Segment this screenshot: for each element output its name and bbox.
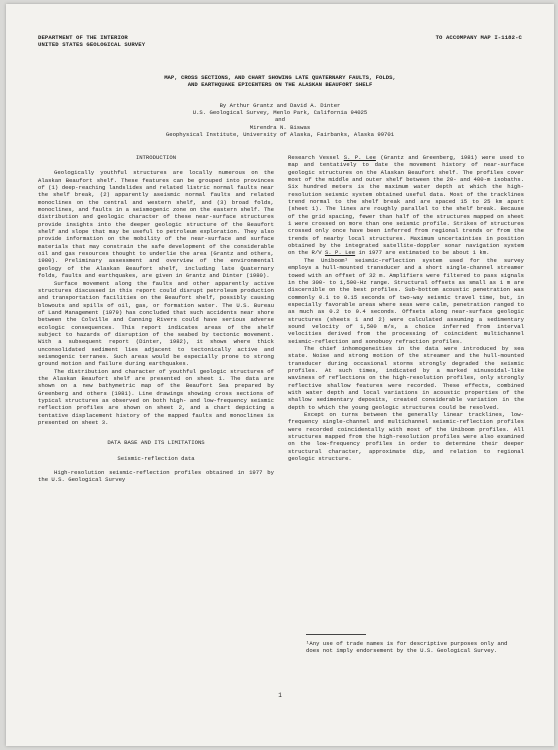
vessel-name: S. P. Lee — [343, 154, 376, 161]
authors-block — [86, 102, 474, 138]
right-column — [288, 154, 524, 462]
author-name-2: Mirendra N. Biswas — [249, 123, 311, 131]
vessel-lead: Research Vessel — [288, 154, 340, 161]
intro-paragraph-2: Surface movement along the faults and other apparently active structures discussed in this report could disrupt petroleum production and transportation facilities on the Beaufort shelf, possibly causing blowouts and spills of oil, gas, or formation water. The U.S. Bureau of Land Management (1979) has concluded that such accidents near shore between the Colville and Canning Rivers could have serious adverse ecologic consequences. This report indicates areas of the shelf subject to hazards of disruption of the seabed by tectonic movement. With a subsequent report (Dinter, 1982), it shows where thick unconsolidated sediment lies adjacent to tectonically active and seismogenic terranes. Such areas would be especially prone to strong ground motion and failure during earthquakes. — [38, 279, 274, 368]
seismic-continued-end: in 1977 are estimated to be about 1 km. — [358, 249, 490, 257]
title-line-2: AND EARTHQUAKE EPICENTERS ON THE ALASKAN BEAUFORT SHELF — [187, 81, 373, 89]
introduction-heading: INTRODUCTION — [135, 154, 177, 161]
author-byline: By Arthur Grantz and David A. Dinter — [219, 102, 341, 109]
footnote: ¹Any use of trade names is for descriptive purposes only and does not imply endorsement by the U.S. Geological Survey. — [306, 640, 508, 655]
data-base-heading: DATA BASE AND ITS LIMITATIONS — [107, 439, 205, 447]
seismic-data-subheading: Seismic-reflection data — [117, 454, 195, 462]
inhomogeneities-paragraph: The chief inhomogeneities in the data were introduced by sea state. Noise and strong motion of the streamer and the hull-mounted transducer during occasional storms strongly degraded the seismic profiles. At such times, indicated by a marked sinusoidal-like waviness of reflections on the high-resolution profiles, only strongly reflective shallow features were recorded. These effects, combined with water depth and local variations in acoustic properties of the shallow sedimentary deposits, created considerable variation in the depth to which the young geologic structures could be resolved. — [288, 344, 524, 411]
seismic-paragraph-continued — [288, 154, 524, 257]
agency-line-2: UNITED STATES GEOLOGICAL SURVEY — [38, 41, 146, 48]
document-title — [46, 74, 514, 88]
agency-header — [38, 34, 145, 48]
intro-paragraph-1: Geologically youthful structures are locally numerous on the Alaskan Beaufort shelf. These features can be grouped into provinces of (1) deep-reaching landslides and related listric normal faults near the shelf break, (2) apparently aseismic normal faults and related monoclines on the central and western shelf, and (3) broad folds, monoclines, and faults in a seismogenic zone on the eastern shelf. The distribution and geologic character of these near-surface structures provide insights into the deeper geologic structure of the Beaufort shelf and slope that may be useful to petroleum exploration. They also provide information on the mobility of the near-surface and surface materials that may constrain the safe development of the considerable oil and gas resources thought to underlie the area (Grantz and others, 1980). Preliminary assessment and overview of the environmental geology of the Alaskan Beaufort shelf, including late Quaternary folds, faults and earthquakes, are given in Grantz and Dinter (1980). — [38, 169, 274, 280]
seismic-continued-text: (Grantz and Greenberg, 1981) were used to map and tentatively to date the movement history of near-surface geologic structures on the Alaskan Beaufort shelf. The profiles cover most of the middle and outer shelf between the 20- and 400-m isobaths. Six hundred meters is the maximum water depth at which the high-resolution seismic system obtained useful data. Most of the tracklines trend normal to the shelf break and are spaced 15 to 25 km apart (sheet 1). The lines are roughly parallel to the shelf break. Because of the grid spacing, fewer than half of the structures mapped on sheet 1 were crossed on more than one seismic profile. Strikes of structures crossed only once have been inferred from regional trends or from the trends of nearby local structures. Maximum uncertainties in position obtained by the integrated satellite-doppler sonar navigation system on the R/V — [288, 154, 525, 257]
low-frequency-paragraph: Except on turns between the generally linear tracklines, low-frequency single-channel and multichannel seismic-reflection profiles were recorded coincidentally with most of the Uniboom profiles. All structures mapped from the high-resolution profiles were also examined on the low-frequency profiles in order to determine their deeper structural character, approximate dip, and relation to regional geologic structure. — [288, 411, 524, 463]
intro-paragraph-3: The distribution and character of youthful geologic structures of the Alaskan Beaufort shelf are presented on sheet 1. The data are shown on a new bathymetric map of the Beaufort Sea prepared by Greenberg and others (1981). Line drawings showing cross sections of typical structures as observed on both high- and low-frequency seismic reflection profiles are shown on sheet 2, and a chart depicting a tentative displacement history of the mapped faults and monoclines is presented on sheet 3. — [38, 367, 274, 427]
map-reference: TO ACCOMPANY MAP I-1182-C — [435, 34, 522, 41]
agency-line-1: DEPARTMENT OF THE INTERIOR — [38, 34, 128, 41]
author-affiliation-2: Geophysical Institute, University of Alaska, Fairbanks, Alaska 99701 — [165, 130, 395, 138]
author-affiliation-1: U.S. Geological Survey, Menlo Park, California 94025 — [192, 109, 368, 117]
left-column — [38, 154, 274, 484]
seismic-paragraph-start: High-resolution seismic-reflection profiles obtained in 1977 by the U.S. Geological Survey — [38, 469, 274, 484]
title-line-1: MAP, CROSS SECTIONS, AND CHART SHOWING LATE QUATERNARY FAULTS, FOLDS, — [164, 74, 396, 81]
footnote-divider — [306, 634, 366, 635]
uniboom-paragraph: The Uniboom¹ seismic-reflection system used for the survey employs a hull-mounted transducer and a short single-channel streamer towed with an offset of 32 m. Amplifiers were filtered to pass signals in the 300- to 1,500-Hz range. Structural offsets as small as 1 m are discernible on the best profiles. Sub-bottom acoustic penetration was commonly 0.1 to 0.15 seconds of two-way seismic travel time, but, in especially favorable areas where seas were calm, penetration ranged to as much as 0.2 to 0.4 seconds. Offsets along near-surface geologic structures (sheets 1 and 2) were calculated assuming a sedimentary sound velocity of 1,500 m/s, a choice inferred from interval velocities derived from the processing of coincident multichannel seismic-reflection and sonobuoy refraction profiles. — [288, 256, 524, 345]
author-and: and — [274, 116, 286, 124]
page-number: 1 — [278, 692, 282, 699]
vessel-name-2: S. P. Lee — [324, 249, 356, 257]
document-page — [6, 4, 554, 746]
